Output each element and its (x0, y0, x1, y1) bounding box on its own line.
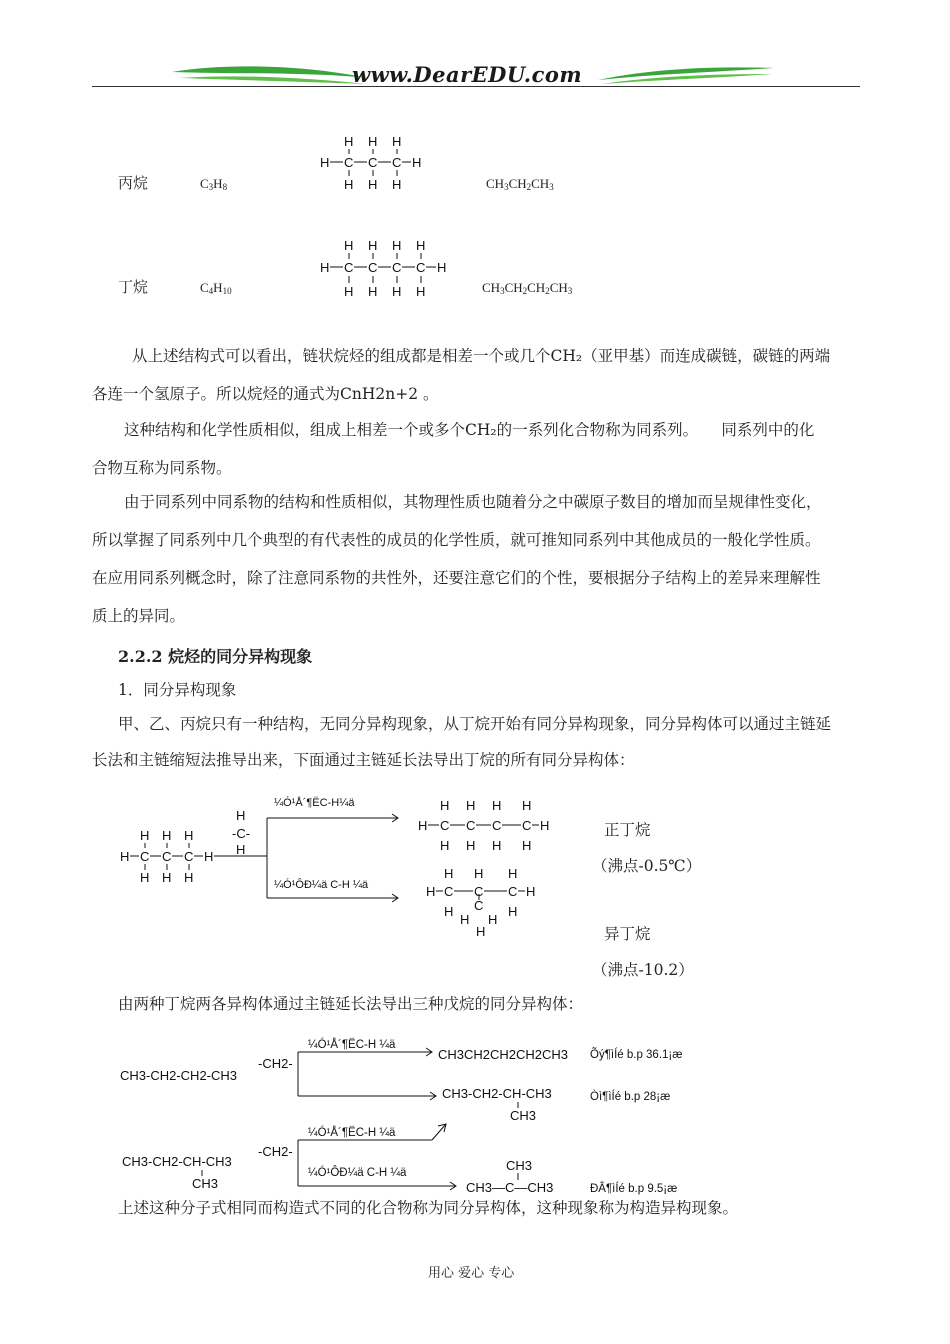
pentane-intro: 由两种丁烷两各异构体通过主链延长法导出三种戊烷的同分异构体： (118, 995, 584, 1013)
svg-text:H: H (522, 798, 532, 813)
svg-text:H: H (184, 828, 194, 843)
svg-text:C: C (474, 898, 484, 913)
svg-text:H: H (540, 818, 550, 833)
svg-text:H: H (320, 260, 330, 275)
svg-text:C: C (368, 155, 378, 170)
site-logo: www.DearEDU.com (352, 62, 583, 87)
svg-text:H: H (418, 818, 428, 833)
para2-line1: 这种结构和化学性质相似，组成上相差一个或多个CH₂的一系列化合物称为同系列。 同系列中的化 (124, 421, 815, 439)
svg-text:C: C (444, 884, 454, 899)
arrow2-label: ¼Ó¹ÔÐ¼ä C-H ¼ä (274, 879, 369, 891)
butane-structure (316, 236, 456, 300)
isobutane-name: 异丁烷 (604, 925, 651, 943)
svg-text:H: H (437, 260, 447, 275)
n-butane-bp: （沸点-0.5℃） (592, 857, 702, 875)
svg-text:H: H (466, 798, 476, 813)
svg-text:H: H (416, 238, 426, 253)
pentane-isomer-diagram (112, 1030, 752, 1200)
header-swoosh-right (596, 64, 776, 86)
butane-isomer-diagram (112, 790, 572, 950)
svg-text:C: C (344, 155, 354, 170)
svg-text:H: H (444, 866, 454, 881)
svg-text:H: H (508, 866, 518, 881)
svg-text:H: H (526, 884, 536, 899)
svg-text:H: H (162, 870, 172, 885)
para1-line1: 从上述结构式可以看出，链状烷烃的组成都是相差一个或几个CH₂（亚甲基）而连成碳链，碳链的两端 (132, 347, 831, 365)
svg-text:H: H (444, 904, 454, 919)
branch-label: -C- (232, 826, 251, 841)
svg-text:H: H (320, 155, 330, 170)
svg-text:H: H (344, 134, 354, 149)
svg-text:C: C (440, 818, 450, 833)
neopentane-top: CH3 (506, 1158, 533, 1173)
svg-text:H: H (344, 284, 354, 299)
svg-text:H: H (236, 842, 246, 857)
svg-text:C: C (466, 818, 476, 833)
pentane-arrow-a2: ¼Ó¹Å´¶ËC-H ¼ä (308, 1127, 396, 1139)
svg-text:C: C (184, 849, 194, 864)
svg-text:H: H (416, 284, 426, 299)
pentane-arrow-b: ¼Ó¹ÔÐ¼ä C-H ¼ä (308, 1167, 407, 1179)
butane-condensed: $CH_3CH_2CH_2CH_3$ (482, 280, 573, 296)
svg-text:C: C (344, 260, 354, 275)
svg-text:H: H (476, 924, 486, 939)
svg-text:H: H (344, 238, 354, 253)
isopentane-branch: CH3 (510, 1108, 537, 1123)
svg-text:C: C (492, 818, 502, 833)
svg-text:H: H (508, 904, 518, 919)
svg-text:C: C (392, 260, 402, 275)
svg-text:H: H (460, 912, 470, 927)
propane-name: 丙烷 (118, 174, 149, 192)
svg-text:H: H (368, 238, 378, 253)
svg-text:C: C (416, 260, 426, 275)
svg-text:H: H (204, 849, 214, 864)
svg-text:C: C (392, 155, 402, 170)
svg-text:H: H (412, 155, 422, 170)
pentane-start2-branch: CH3 (192, 1176, 219, 1191)
n-pentane-bp: Õý¶ìÍé b.p 36.1¡æ (590, 1049, 683, 1061)
n-butane-name: 正丁烷 (604, 821, 651, 839)
svg-text:H: H (426, 884, 436, 899)
svg-text:H: H (368, 177, 378, 192)
svg-text:H: H (488, 912, 498, 927)
svg-text:H: H (392, 177, 402, 192)
section1-line2: 长法和主链缩短法推导出来，下面通过主链延长法导出丁烷的所有同分异构体： (92, 751, 635, 769)
svg-text:C: C (474, 884, 484, 899)
svg-text:H: H (392, 134, 402, 149)
para3-line2: 所以掌握了同系列中几个典型的有代表性的成员的化学性质，就可推知同系列中其他成员的一般化学性质。 (92, 531, 821, 549)
para3-line1: 由于同系列中同系物的结构和性质相似，其物理性质也随着分之中碳原子数目的增加而呈规律性变化， (124, 493, 822, 511)
svg-text:H: H (368, 134, 378, 149)
n-pentane: CH3CH2CH2CH2CH3 (438, 1047, 569, 1062)
svg-text:C: C (508, 884, 518, 899)
svg-text:H: H (392, 284, 402, 299)
isobutane-bp: （沸点-10.2） (592, 961, 694, 979)
propane-structure (316, 132, 426, 194)
svg-text:H: H (184, 870, 194, 885)
para3-line3: 在应用同系列概念时，除了注意同系物的共性外，还要注意它们的个性，要根据分子结构上的差异来理解性 (92, 569, 821, 587)
butane-name: 丁烷 (118, 278, 149, 296)
svg-text:H: H (440, 838, 450, 853)
arrow1-label: ¼Ó¹Å´¶ËC-H¼ä (274, 797, 355, 809)
svg-text:H: H (236, 808, 246, 823)
svg-text:H: H (162, 828, 172, 843)
svg-text:H: H (492, 798, 502, 813)
svg-text:H: H (344, 177, 354, 192)
header-swoosh-left (170, 62, 370, 88)
add-ch2-1: -CH2- (258, 1056, 293, 1071)
isopentane-main: CH3-CH2-CH-CH3 (442, 1086, 552, 1101)
pentane-start2: CH3-CH2-CH-CH3 (122, 1154, 232, 1169)
page-footer: 用心 爱心 专心 (428, 1266, 515, 1281)
svg-text:H: H (474, 866, 484, 881)
svg-text:H: H (492, 838, 502, 853)
subsection-title: 1．同分异构现象 (118, 681, 237, 699)
para1-line2: 各连一个氢原子。所以烷烃的通式为CnH2n+2 。 (92, 385, 439, 403)
isopentane-bp: Òì¶ìÍé b.p 28¡æ (590, 1091, 671, 1103)
svg-text:H: H (368, 284, 378, 299)
propane-formula: $C_3H_8$ (200, 176, 228, 192)
para3-line4: 质上的异同。 (92, 607, 186, 625)
svg-text:H: H (140, 870, 150, 885)
pentane-arrow-a1: ¼Ó¹Å´¶ËC-H ¼ä (308, 1039, 396, 1051)
butane-formula: $C_4H_{10}$ (200, 280, 232, 296)
svg-text:C: C (368, 260, 378, 275)
svg-text:C: C (162, 849, 172, 864)
header-rule (92, 86, 860, 87)
add-ch2-2: -CH2- (258, 1144, 293, 1159)
pentane-start1: CH3-CH2-CH2-CH3 (120, 1068, 238, 1083)
section1-line1: 甲、乙、丙烷只有一种结构，无同分异构现象，从丁烷开始有同分异构现象，同分异构体可以通过主链延 (118, 715, 832, 733)
svg-text:H: H (522, 838, 532, 853)
svg-text:H: H (440, 798, 450, 813)
neopentane-main: CH3—C—CH3 (466, 1180, 554, 1195)
svg-text:H: H (466, 838, 476, 853)
propane-condensed: $CH_3CH_2CH_3$ (486, 176, 554, 192)
svg-text:H: H (140, 828, 150, 843)
para2-line2: 合物互称为同系物。 (92, 459, 232, 477)
neopentane-bp: ÐÂ¶ìÍé b.p 9.5¡æ (590, 1183, 678, 1195)
svg-text:H: H (120, 849, 130, 864)
svg-text:C: C (140, 849, 150, 864)
section-conclusion: 上述这种分子式相同而构造式不同的化合物称为同分异构体，这种现象称为构造异构现象。 (118, 1199, 739, 1217)
svg-text:C: C (522, 818, 532, 833)
svg-text:H: H (392, 238, 402, 253)
section-heading: 2.2.2 烷烃的同分异构现象 (118, 647, 313, 666)
